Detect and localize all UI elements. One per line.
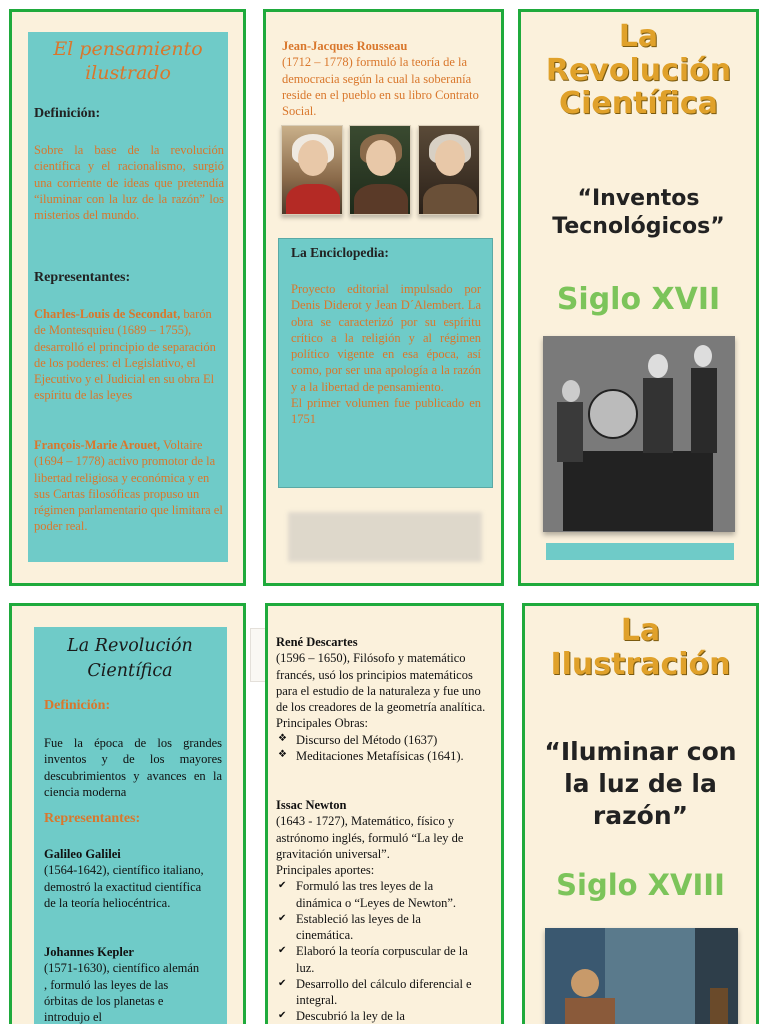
rep-name: Charles-Louis de Secondat, [34,307,181,321]
list-item: ✔ Elaboró la teoría corpuscular de la luz. [276,943,481,976]
panel-pensamiento-ilustrado [9,9,246,586]
panel-title: La Revolución Científica [67,636,193,681]
cover-title-line: La [620,613,661,648]
panel-title: El pensamiento ilustrado [53,38,203,84]
definicion-heading: Definición: [44,698,111,713]
enciclopedia-text [291,281,481,427]
newton-aportes-list [276,878,481,1024]
enciclopedia-paragraph: Proyecto editorial impulsado por Denis Diderot y Jean D´Alembert. La obra se caracterizó por su espíritu crítico a la religión y al régimen político vigente en esa época, así como, por ser una apología a la razón y a la libertad de pensamiento. [291,282,481,394]
cover-subtitle-line: Tecnológicos” [552,213,725,239]
descartes-obras-label: Principales Obras: [276,716,368,731]
representante-galileo [44,846,204,911]
cover-subtitle [521,185,756,240]
cover-title [525,614,756,681]
representantes-heading: Representantes: [44,811,141,826]
rep-text: Voltaire (1694 – 1778) activo promotor de la libertad religiosa y económica y en sus Cartas filosóficas propuso un régimen parlamentario que limitara el poder real. [34,438,223,534]
rep-text: barón de Montesquieu (1689 – 1755), desarrolló el principio de separación de los poderes: el Legislativo, el Ejecutivo y el Judicial en su obra El espíritu de las leyes [34,307,216,403]
definicion-heading: Definición: [34,106,101,121]
newton-name: Issac Newton [276,798,347,812]
representante-kepler [44,944,204,1024]
cover-subtitle-line: la luz de la [564,769,717,798]
list-item: ✔ Estableció las leyes de la cinemática. [276,911,481,944]
representante-voltaire [34,437,226,535]
painting-image [545,928,738,1024]
rep-text: (1564-1642), científico italiano, demostró la exactitud científica de la teoría heliocéntrica. [44,863,204,910]
painting-illustration [545,928,738,1024]
engraving-illustration [543,336,735,532]
definicion-text: Fue la época de los grandes inventos y de los mayores descubrimientos y avances en la ciencia moderna [44,736,222,799]
representantes-heading: Representantes: [34,270,131,285]
list-item: ✔ Desarrollo del cálculo diferencial e integral. [276,976,481,1009]
list-item: ❖ Discurso del Método (1637) [276,732,494,748]
enciclopedia-paragraph-2: El primer volumen fue publicado en 1751 [291,395,481,426]
cover-century: Siglo XVII [556,282,721,317]
cover-title-line: Científica [559,86,718,122]
newton-text: (1643 - 1727), Matemático, físico y astrónomo inglés, formuló “La ley de gravitación universal”. [276,814,464,861]
panel-revolucion-cientifica [9,603,246,1024]
cover-century: Siglo XVIII [556,868,725,902]
list-item: ✔ Descubrió la ley de la [276,1008,481,1024]
descartes-block [276,634,494,764]
representante-montesquieu [34,306,226,404]
cover-title-line: Ilustración [550,646,731,682]
cover-subtitle [525,736,756,832]
cover-subtitle-line: “Iluminar con [544,737,737,766]
newton-block [276,797,494,1024]
cover-subtitle-line: razón” [592,801,689,830]
portrait-rousseau [418,125,480,215]
rep-name: Johannes Kepler [44,945,134,959]
enciclopedia-box [278,238,493,488]
descartes-obras-list [276,732,494,765]
panel-descartes-newton [265,603,504,1024]
rousseau-text: (1712 – 1778) formuló la teoría de la democracia según la cual la soberanía reside en el pueblo en su libro Contrato Social. [282,55,479,118]
rep-name: François-Marie Arouet, [34,438,161,452]
panel-rousseau-enciclopedia [263,9,504,586]
rousseau-name: Jean-Jacques Rousseau [282,39,408,53]
panel-cover-revolucion [518,9,759,586]
list-item: ❖ Meditaciones Metafísicas (1641). [276,748,494,764]
descartes-name: René Descartes [276,635,358,649]
rousseau-block [282,38,487,119]
cover-title [521,20,756,121]
engraving-image [543,336,735,532]
rep-text: (1571-1630), científico alemán , formuló las leyes de las órbitas de los planetas e introdujo el [44,961,200,1024]
newton-aportes-label: Principales aportes: [276,863,375,877]
cover-subtitle-line: “Inventos [577,186,700,211]
panel-cover-ilustracion [522,603,759,1024]
portrait-voltaire [349,125,411,215]
portrait-montesquieu [281,125,343,215]
definicion-text: Sobre la base de la revolución científica y el racionalismo, surgió una corriente de ideas que pretendía “iluminar con la luz de la razón” los misterios del mundo. [34,143,224,222]
cover-title-line: Revolución [545,52,732,88]
blurred-placeholder [288,512,482,562]
teal-strip [546,543,734,560]
enciclopedia-heading: La Enciclopedia: [291,245,389,260]
list-item: ✔ Formuló las tres leyes de la dinámica o “Leyes de Newton”. [276,878,481,911]
rep-name: Galileo Galilei [44,847,121,861]
descartes-text: (1596 – 1650), Filósofo y matemático francés, usó los principios matemáticos para el estudio de la naturaleza y fue uno de los creadores de la geometría analítica. [276,651,486,714]
cover-title-line: La [618,19,659,54]
